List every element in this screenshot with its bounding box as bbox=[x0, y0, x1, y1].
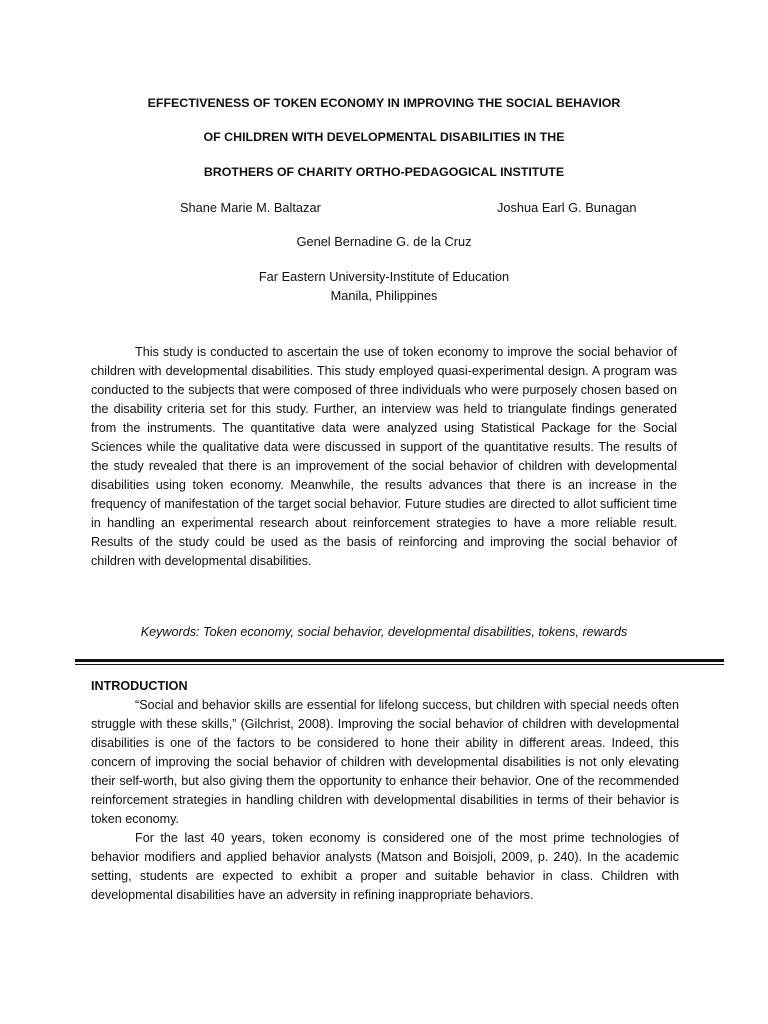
author-2: Joshua Earl G. Bunagan bbox=[497, 200, 637, 215]
introduction-paragraph-1: “Social and behavior skills are essential for lifelong success, but children with special needs often struggle with these skills,” (Gilchrist, 2008). Improving the social behavior of children with developmental disabilities is one of the factors to be considered to hone their ability in different areas. Indeed, this concern of improving the social behavior of children with developmental disabilities is not only elevating their self-worth, but also giving them the opportunity to enhance their behavior. One of the recommended reinforcement strategies in handling children with developmental disabilities in terms of their behavior is token economy. bbox=[91, 698, 679, 826]
paper-title-line-1: EFFECTIVENESS OF TOKEN ECONOMY IN IMPROVING THE SOCIAL BEHAVIOR bbox=[147, 96, 621, 110]
section-divider-thick bbox=[75, 659, 724, 662]
introduction-paragraph-2: For the last 40 years, token economy is considered one of the most prime technologies of behavior modifiers and applied behavior analysts (Matson and Boisjoli, 2009, p. 240). In the academic setting, students are expected to exhibit a proper and suitable behavior in class. Children with developmental disabilities have an adversity in refining inappropriate behaviors. bbox=[91, 831, 679, 902]
introduction-section bbox=[91, 677, 679, 905]
author-1: Shane Marie M. Baltazar bbox=[180, 200, 321, 215]
keywords bbox=[0, 623, 768, 642]
affiliation bbox=[0, 267, 768, 305]
keywords-text: Token economy, social behavior, developmental disabilities, tokens, rewards bbox=[199, 625, 628, 639]
introduction-heading: INTRODUCTION bbox=[91, 679, 188, 693]
author-3: Genel Bernadine G. de la Cruz bbox=[296, 234, 472, 249]
paper-title-line-2: OF CHILDREN WITH DEVELOPMENTAL DISABILITIES IN THE bbox=[203, 130, 565, 144]
affiliation-location: Manila, Philippines bbox=[330, 288, 438, 303]
abstract bbox=[91, 343, 677, 571]
abstract-text: This study is conducted to ascertain the use of token economy to improve the social behavior of children with developmental disabilities. This study employed quasi-experimental design. A program was conducted to the subjects that were composed of three individuals who were purposely chosen based on the disability criteria set for this study. Further, an interview was held to triangulate findings generated from the instruments. The quantitative data were analyzed using Statistical Package for the Social Sciences while the qualitative data were discussed in support of the quantitative results. The results of the study revealed that there is an improvement of the social behavior of children with developmental disabilities using token economy. Meanwhile, the results advances that there is an increase in the frequency of manifestation of the target social behavior. Future studies are directed to allot sufficient time in handling an experimental research about reinforcement strategies to have a more reliable result. Results of the study could be used as the basis of reinforcing and improving the social behavior of children with developmental disabilities. bbox=[91, 345, 677, 568]
affiliation-institution: Far Eastern University-Institute of Education bbox=[258, 269, 510, 284]
section-divider-thin bbox=[75, 664, 724, 665]
keywords-label: Keywords: bbox=[140, 625, 200, 639]
paper-title-line-3: BROTHERS OF CHARITY ORTHO-PEDAGOGICAL INSTITUTE bbox=[203, 165, 565, 179]
